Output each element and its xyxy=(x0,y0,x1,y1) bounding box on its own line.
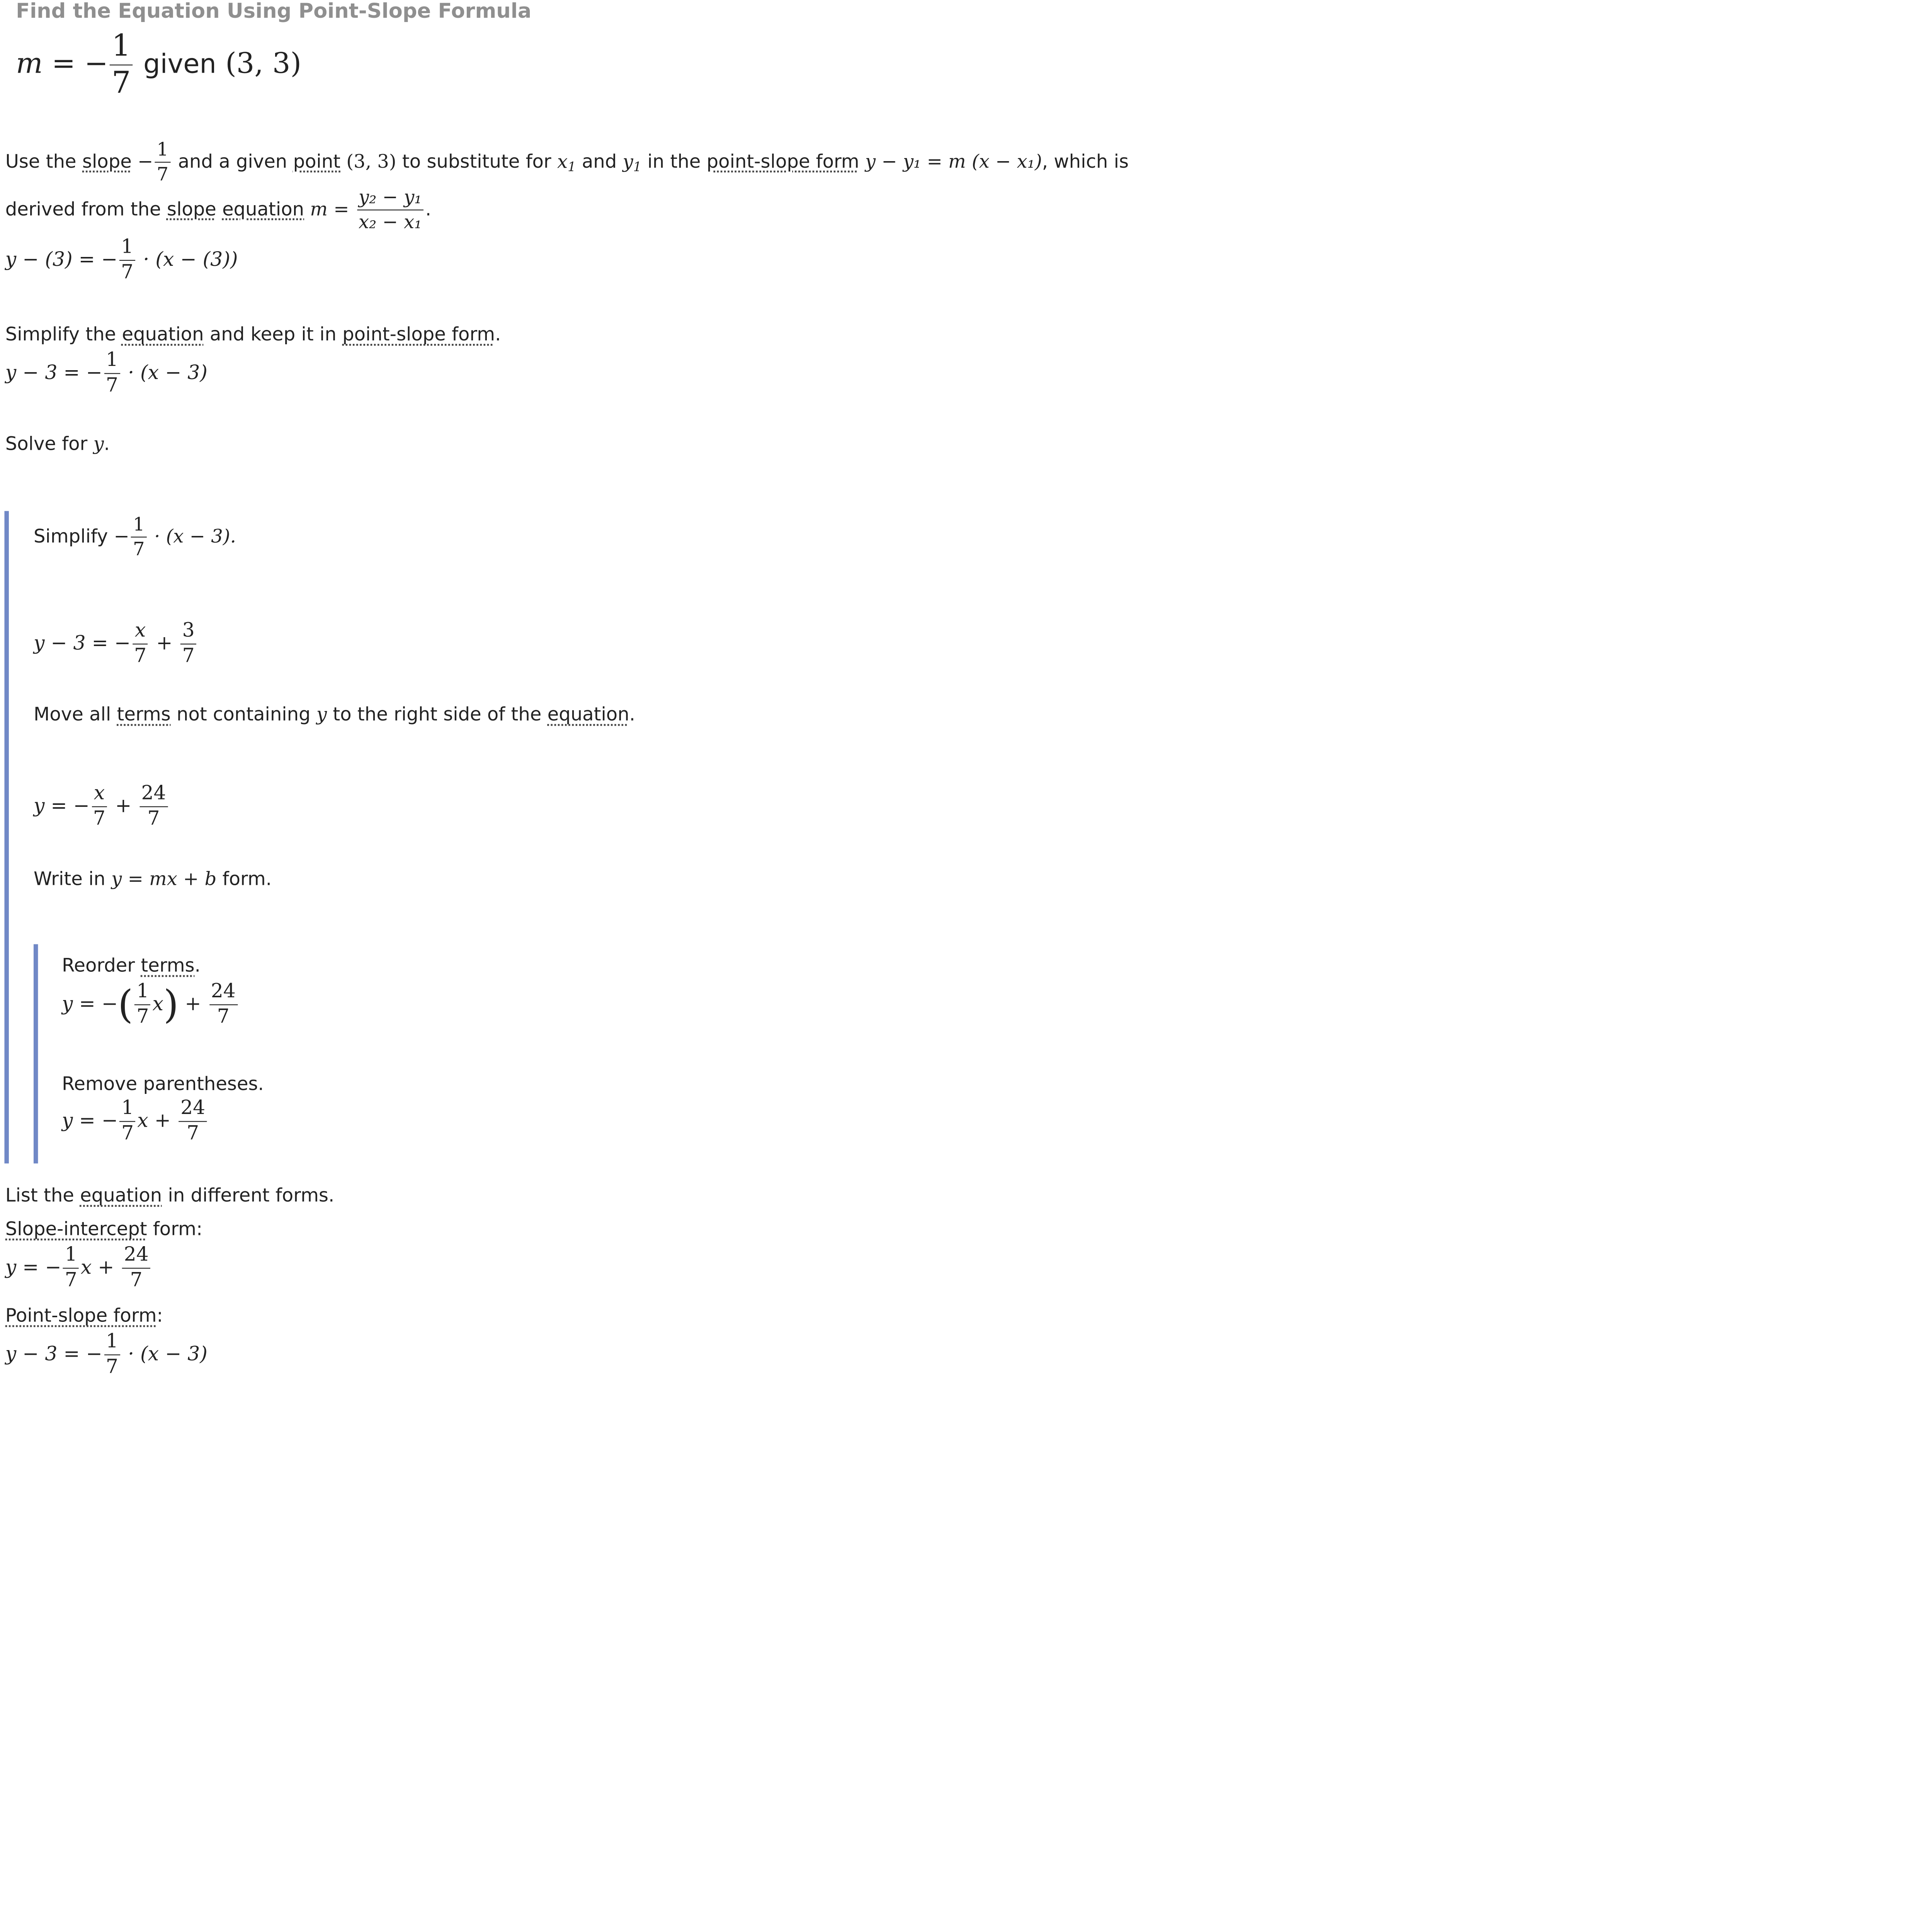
point-slope-form-link[interactable]: Point-slope form xyxy=(5,1305,157,1327)
step-remove-parentheses: Remove parentheses. xyxy=(62,1073,264,1095)
step-write: Write in y = mx + b form. xyxy=(33,868,272,889)
header-equation: m = − $\frac{1}{7}$ given (3, 3) xyxy=(16,28,302,101)
equation-link[interactable]: equation xyxy=(222,198,304,220)
step-simplify: Simplify the equation and keep it in point-slope form. xyxy=(5,323,501,345)
equation-6: y = − $\frac{1}{7}$ x + $\frac{24}{7}$ xyxy=(62,1098,209,1145)
slope-link-2[interactable]: slope xyxy=(167,198,216,220)
page-title: Find the Equation Using Point-Slope Formula xyxy=(16,0,532,23)
equation-1: y − (3) = − $\frac{1}{7}$ · (x − (3)) xyxy=(5,236,238,284)
step-move: Move all terms not containing y to the right side of the equation. xyxy=(33,704,635,725)
equation-link[interactable]: equation xyxy=(547,704,629,725)
equation-link[interactable]: equation xyxy=(80,1184,162,1206)
intro-line-2: derived from the slope equation m = $\frac{\text{y₂ − y₁}}{\text{x₂ − x₁}}$ . xyxy=(5,186,432,233)
step-list: List the equation in different forms. xyxy=(5,1184,335,1206)
point-slope-formula: y − y₁ = m (x − x₁) xyxy=(865,151,1042,172)
fraction: $\frac{1}{7}$ xyxy=(110,30,133,101)
terms-link[interactable]: terms xyxy=(117,704,171,725)
equation-slope-intercept: y = − $\frac{1}{7}$ x + $\frac{24}{7}$ xyxy=(5,1245,152,1292)
equation-point-slope: y − 3 = − $\frac{1}{7}$ · (x − 3) xyxy=(5,1330,207,1379)
substep-bar xyxy=(4,511,9,1163)
slope-intercept-link[interactable]: Slope-intercept xyxy=(5,1218,147,1240)
equation-4: y = − $\frac{x}{7}$ + $\frac{24}{7}$ xyxy=(34,783,170,830)
step-simplify-2: Simplify − $\frac{1}{7}$ · (x − 3). xyxy=(33,514,236,560)
equation-5: y = −( $\frac{1}{7}$ x) + $\frac{24}{7}$ xyxy=(62,981,239,1029)
point-slope-form-link[interactable]: point-slope form xyxy=(342,323,495,345)
step-solve: Solve for y. xyxy=(5,433,110,455)
equation-link[interactable]: equation xyxy=(122,323,204,345)
slope-intercept-label: Slope-intercept form: xyxy=(5,1218,203,1240)
intro-line-1: Use the slope − $\frac{1}{7}$ and a given point (3, 3) to substitute for $x_1$ and $y_1$ in the point-slope form y − y₁ = m (x − x₁), which is xyxy=(5,139,1129,185)
equation-3: y − 3 = − $\frac{x}{7}$ + $\frac{3}{7}$ xyxy=(34,621,198,668)
point-slope-form-link[interactable]: point-slope form xyxy=(706,151,859,172)
terms-link[interactable]: terms xyxy=(141,955,195,976)
step-reorder: Reorder terms. xyxy=(62,955,201,976)
slope-formula: $\frac{\text{y₂ − y₁}}{\text{x₂ − x₁}}$ xyxy=(357,187,423,233)
point-slope-label: Point-slope form: xyxy=(5,1305,163,1327)
slope-link[interactable]: slope xyxy=(82,151,132,172)
equation-2: y − 3 = − $\frac{1}{7}$ · (x − 3) xyxy=(5,349,207,397)
nested-substep-bar xyxy=(34,944,38,1163)
point-link[interactable]: point xyxy=(293,151,341,172)
